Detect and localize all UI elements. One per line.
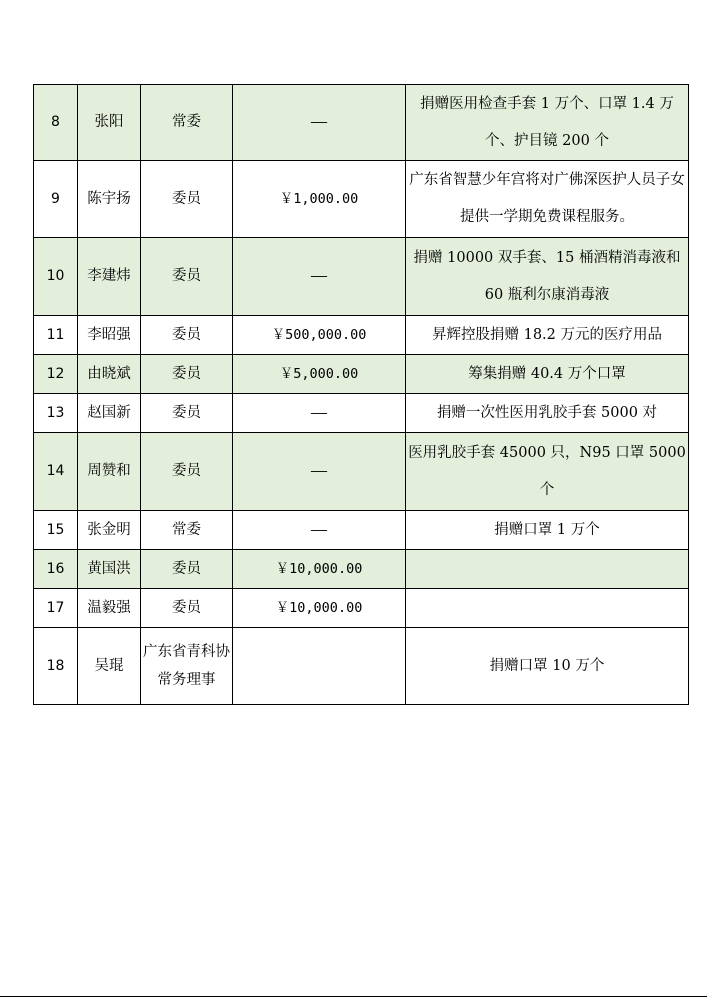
- row-number: 17: [34, 589, 78, 628]
- donation-amount: ￥10,000.00: [233, 589, 406, 628]
- table-row: [34, 85, 689, 161]
- donation-note: 捐赠 10000 双手套、15 桶酒精消毒液和 60 瓶利尔康消毒液: [406, 238, 689, 316]
- donation-note: 捐赠口罩 10 万个: [406, 628, 689, 705]
- donation-amount: ——: [233, 394, 406, 433]
- donation-table: [33, 84, 689, 705]
- member-position: 广东省青科协常务理事: [141, 628, 233, 705]
- row-number: 11: [34, 316, 78, 355]
- table-row: [34, 238, 689, 316]
- member-position: 委员: [141, 238, 233, 316]
- member-position: 委员: [141, 433, 233, 511]
- donation-amount: ￥1,000.00: [233, 161, 406, 238]
- row-number: 12: [34, 355, 78, 394]
- member-name: 李建炜: [78, 238, 141, 316]
- table-row: [34, 628, 689, 705]
- row-number: 10: [34, 238, 78, 316]
- table-row: [34, 394, 689, 433]
- table-row: [34, 355, 689, 394]
- row-number: 18: [34, 628, 78, 705]
- member-position: 常委: [141, 511, 233, 550]
- donation-amount: ——: [233, 433, 406, 511]
- row-number: 13: [34, 394, 78, 433]
- table-row: [34, 589, 689, 628]
- member-name: 周赞和: [78, 433, 141, 511]
- member-position: 委员: [141, 394, 233, 433]
- donation-note: 捐赠一次性医用乳胶手套 5000 对: [406, 394, 689, 433]
- donation-note: 捐赠口罩 1 万个: [406, 511, 689, 550]
- page-bottom-rule: [0, 996, 707, 997]
- member-name: 温毅强: [78, 589, 141, 628]
- donation-note: 捐赠医用检查手套 1 万个、口罩 1.4 万个、护目镜 200 个: [406, 85, 689, 161]
- row-number: 15: [34, 511, 78, 550]
- table-row: [34, 433, 689, 511]
- table-row: [34, 550, 689, 589]
- donation-note: [406, 589, 689, 628]
- donation-amount: ——: [233, 511, 406, 550]
- member-name: 由晓斌: [78, 355, 141, 394]
- member-position: 委员: [141, 161, 233, 238]
- member-position: 委员: [141, 316, 233, 355]
- row-number: 16: [34, 550, 78, 589]
- row-number: 14: [34, 433, 78, 511]
- member-name: 吴琨: [78, 628, 141, 705]
- donation-note: [406, 550, 689, 589]
- donation-amount: ￥500,000.00: [233, 316, 406, 355]
- donation-amount: ￥5,000.00: [233, 355, 406, 394]
- row-number: 8: [34, 85, 78, 161]
- donation-amount: [233, 628, 406, 705]
- member-name: 李昭强: [78, 316, 141, 355]
- donation-amount: ￥10,000.00: [233, 550, 406, 589]
- row-number: 9: [34, 161, 78, 238]
- donation-note: 广东省智慧少年宫将对广佛深医护人员子女提供一学期免费课程服务。: [406, 161, 689, 238]
- member-position: 委员: [141, 550, 233, 589]
- member-position: 常委: [141, 85, 233, 161]
- donation-amount: ——: [233, 238, 406, 316]
- donation-note: 昇辉控股捐赠 18.2 万元的医疗用品: [406, 316, 689, 355]
- table-row: [34, 161, 689, 238]
- member-name: 黄国洪: [78, 550, 141, 589]
- donation-note: 筹集捐赠 40.4 万个口罩: [406, 355, 689, 394]
- member-position: 委员: [141, 355, 233, 394]
- member-name: 张阳: [78, 85, 141, 161]
- member-name: 赵国新: [78, 394, 141, 433]
- donation-note: 医用乳胶手套 45000 只，N95 口罩 5000 个: [406, 433, 689, 511]
- member-position: 委员: [141, 589, 233, 628]
- member-name: 张金明: [78, 511, 141, 550]
- member-name: 陈宇扬: [78, 161, 141, 238]
- donation-amount: ——: [233, 85, 406, 161]
- table-row: [34, 316, 689, 355]
- table-row: [34, 511, 689, 550]
